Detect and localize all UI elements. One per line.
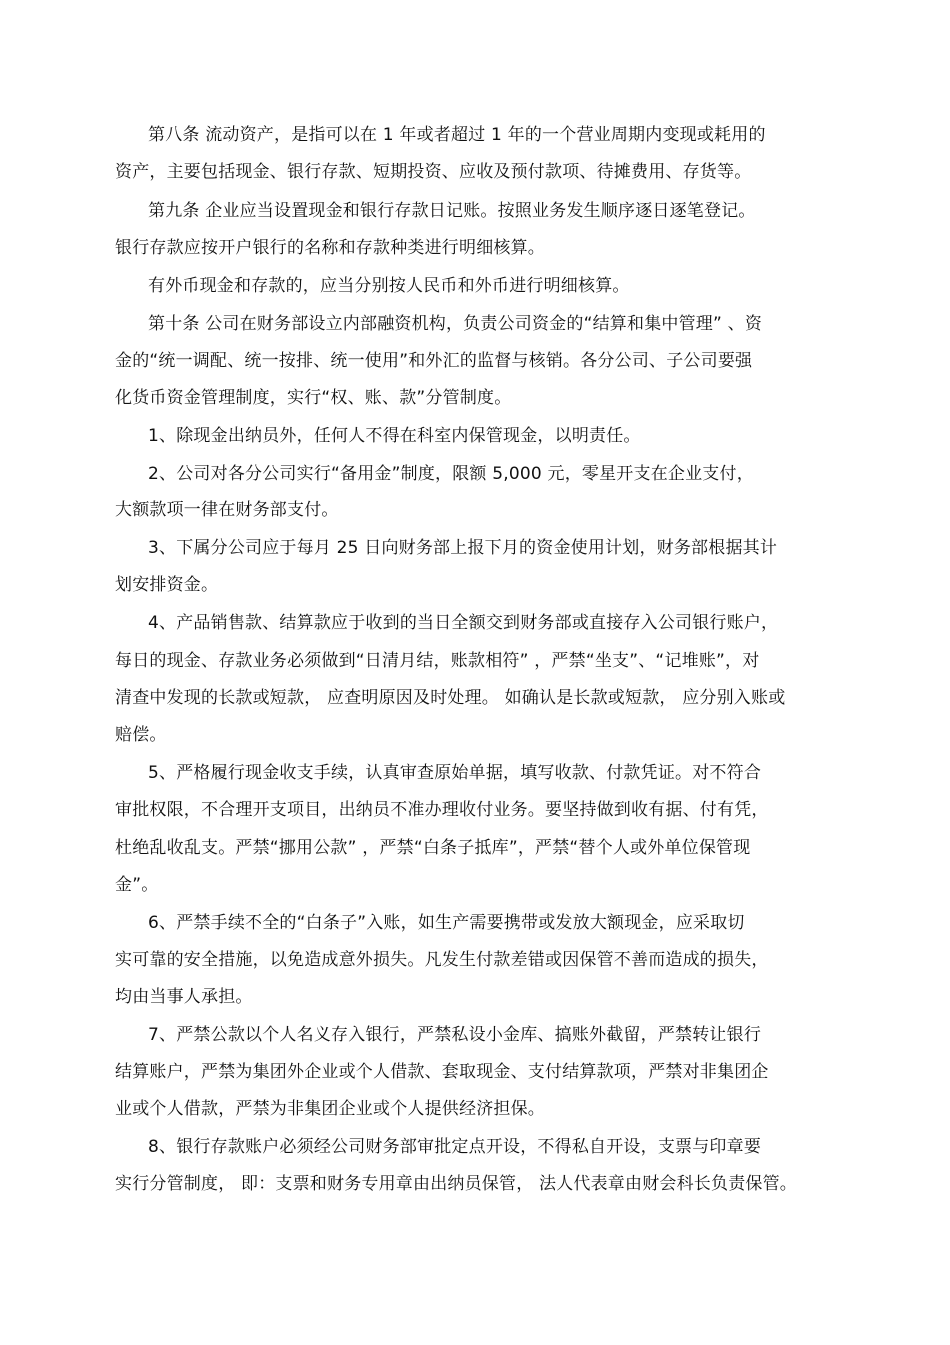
text-line: 杜绝乱收乱支。严禁“挪用公款” ，严禁“白条子抵库”，严禁“替个人或外单位保管现	[115, 838, 751, 858]
text-line: 第八条 流动资产，是指可以在 1 年或者超过 1 年的一个营业周期内变现或耗用的	[148, 125, 766, 145]
text-line: 大额款项一律在财务部支付。	[115, 500, 339, 520]
text-line: 赔偿。	[115, 725, 167, 745]
text-line: 资产，主要包括现金、银行存款、短期投资、应收及预付款项、待摊费用、存货等。	[115, 162, 752, 182]
text-line: 8、银行存款账户必须经公司财务部审批定点开设，不得私自开设，支票与印章要	[148, 1137, 762, 1157]
text-line: 每日的现金、存款业务必须做到“日清月结，账款相符” ，严禁“坐支”、“记堆账”，对	[115, 651, 760, 671]
text-line: 1、除现金出纳员外，任何人不得在科室内保管现金，以明责任。	[148, 426, 641, 446]
text-line: 第九条 企业应当设置现金和银行存款日记账。按照业务发生顺序逐日逐笔登记。	[148, 201, 756, 221]
text-line: 实可靠的安全措施，以免造成意外损失。凡发生付款差错或因保管不善而造成的损失，	[115, 950, 769, 970]
text-line: 银行存款应按开户银行的名称和存款种类进行明细核算。	[115, 238, 545, 258]
text-line: 4、产品销售款、结算款应于收到的当日全额交到财务部或直接存入公司银行账户，	[148, 613, 779, 633]
text-line: 业或个人借款，严禁为非集团企业或个人提供经济担保。	[115, 1099, 545, 1119]
text-line: 审批权限，不合理开支项目，出纳员不准办理收付业务。要坚持做到收有据、付有凭，	[115, 800, 769, 820]
text-line: 清查中发现的长款或短款， 应查明原因及时处理。 如确认是长款或短款， 应分别入账或	[115, 688, 786, 708]
text-line: 6、严禁手续不全的“白条子”入账，如生产需要携带或发放大额现金，应采取切	[148, 913, 745, 933]
text-line: 化货币资金管理制度，实行“权、账、款”分管制度。	[115, 388, 512, 408]
text-line: 3、下属分公司应于每月 25 日向财务部上报下月的资金使用计划，财务部根据其计	[148, 538, 778, 558]
text-line: 金的“统一调配、统一按排、统一使用”和外汇的监督与核销。各分公司、子公司要强	[115, 351, 753, 371]
text-line: 5、严格履行现金收支手续，认真审查原始单据，填写收款、付款凭证。对不符合	[148, 763, 762, 783]
text-line: 均由当事人承担。	[115, 987, 253, 1007]
text-line: 结算账户，严禁为集团外企业或个人借款、套取现金、支付结算款项，严禁对非集团企	[115, 1062, 769, 1082]
text-line: 2、公司对各分公司实行“备用金”制度，限额 5,000 元，零星开支在企业支付，	[148, 464, 754, 484]
text-line: 有外币现金和存款的，应当分别按人民币和外币进行明细核算。	[148, 276, 630, 296]
text-line: 实行分管制度， 即：支票和财务专用章由出纳员保管， 法人代表章由财会科长负责保管。	[115, 1174, 798, 1194]
text-line: 第十条 公司在财务部设立内部融资机构，负责公司资金的“结算和集中管理” 、资	[148, 314, 763, 334]
text-line: 7、严禁公款以个人名义存入银行，严禁私设小金库、搞账外截留，严禁转让银行	[148, 1025, 762, 1045]
text-line: 划安排资金。	[115, 575, 219, 595]
text-line: 金”。	[115, 875, 159, 895]
